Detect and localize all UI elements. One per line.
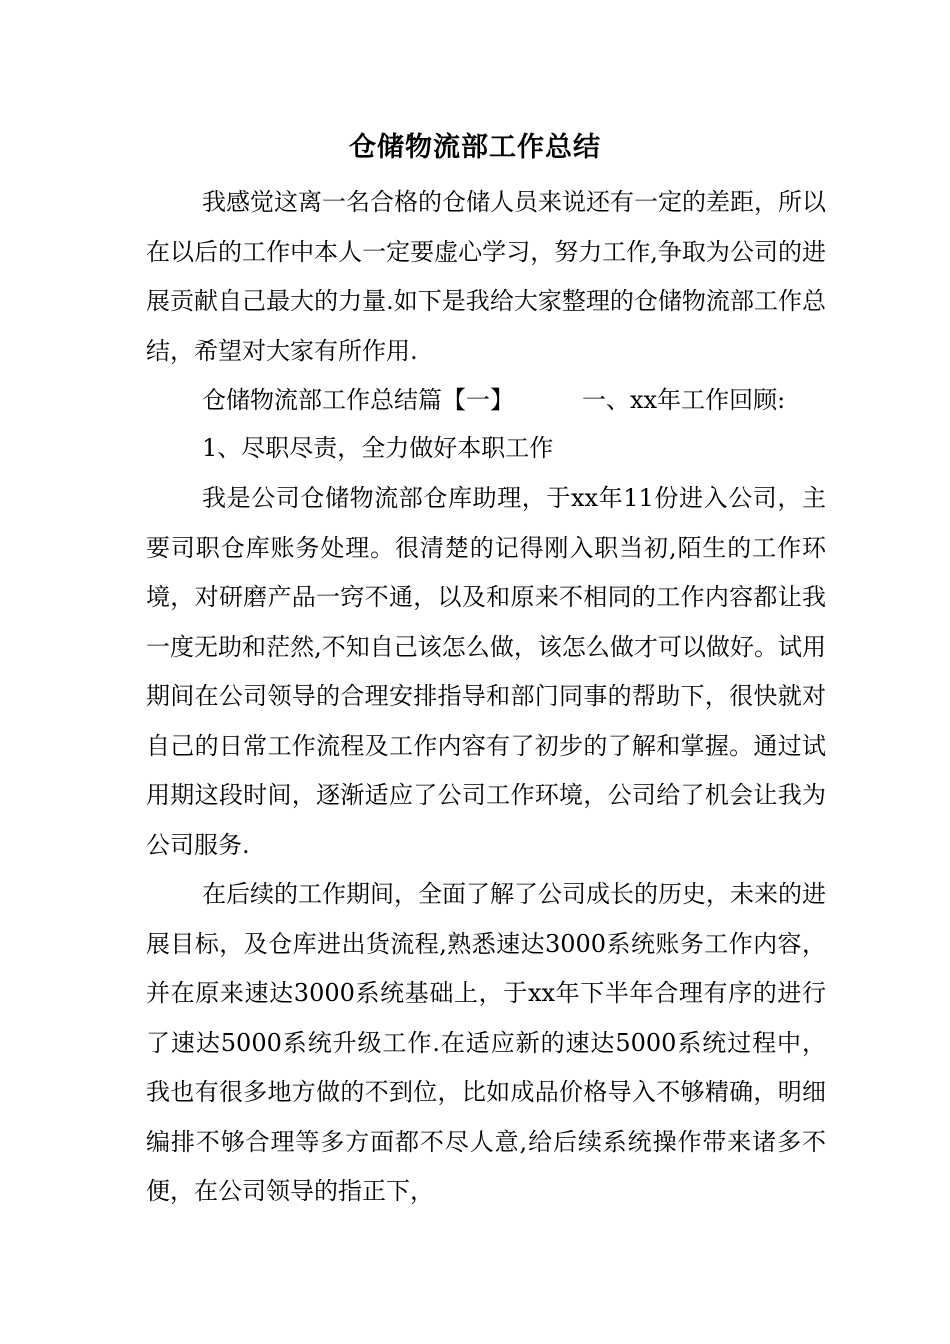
item-heading: 1、尽职尽责，全力做好本职工作 [202,434,554,462]
section-heading-line [146,376,826,426]
intro-paragraph: 我感觉这离一名合格的仓储人员来说还有一定的差距，所以在以后的工作中本人一定要虚心学习，努力工作,争取为公司的进展贡献自己最大的力量.如下是我给大家整理的仓储物流部工作总结，希望对大家有所作用. [146,188,826,365]
body-paragraph-2: 在后续的工作期间，全面了解了公司成长的历史，未来的进展目标，及仓库进出货流程,熟悉速达3000系统账务工作内容，并在原来速达3000系统基础上，于xx年下半年合理有序的进行了速达5000系统升级工作.在适应新的速达5000系统过程中，我也有很多地方做的不到位，比如成品价格导入不够精确，明细编排不够合理等多方面都不尽人意,给后续系统操作带来诸多不便，在公司领导的指正下， [146,880,826,1205]
section-heading: 仓储物流部工作总结篇【一】 [202,386,514,414]
document-title: 仓储物流部工作总结 [349,132,601,163]
subsection-heading: 一、xx年工作回顾: [582,386,786,414]
body-paragraph-1: 我是公司仓储物流部仓库助理，于xx年11份进入公司，主要司职仓库账务处理。很清楚的记得刚入职当初,陌生的工作环境，对研磨产品一窍不通，以及和原来不相同的工作内容都让我一度无助和茫然,不知自己该怎么做，该怎么做才可以做好。试用期间在公司领导的合理安排指导和部门同事的帮助下，很快就对自己的日常工作流程及工作内容有了初步的了解和掌握。通过试用期这段时间，逐渐适应了公司工作环境，公司给了机会让我为公司服务. [146,484,826,859]
